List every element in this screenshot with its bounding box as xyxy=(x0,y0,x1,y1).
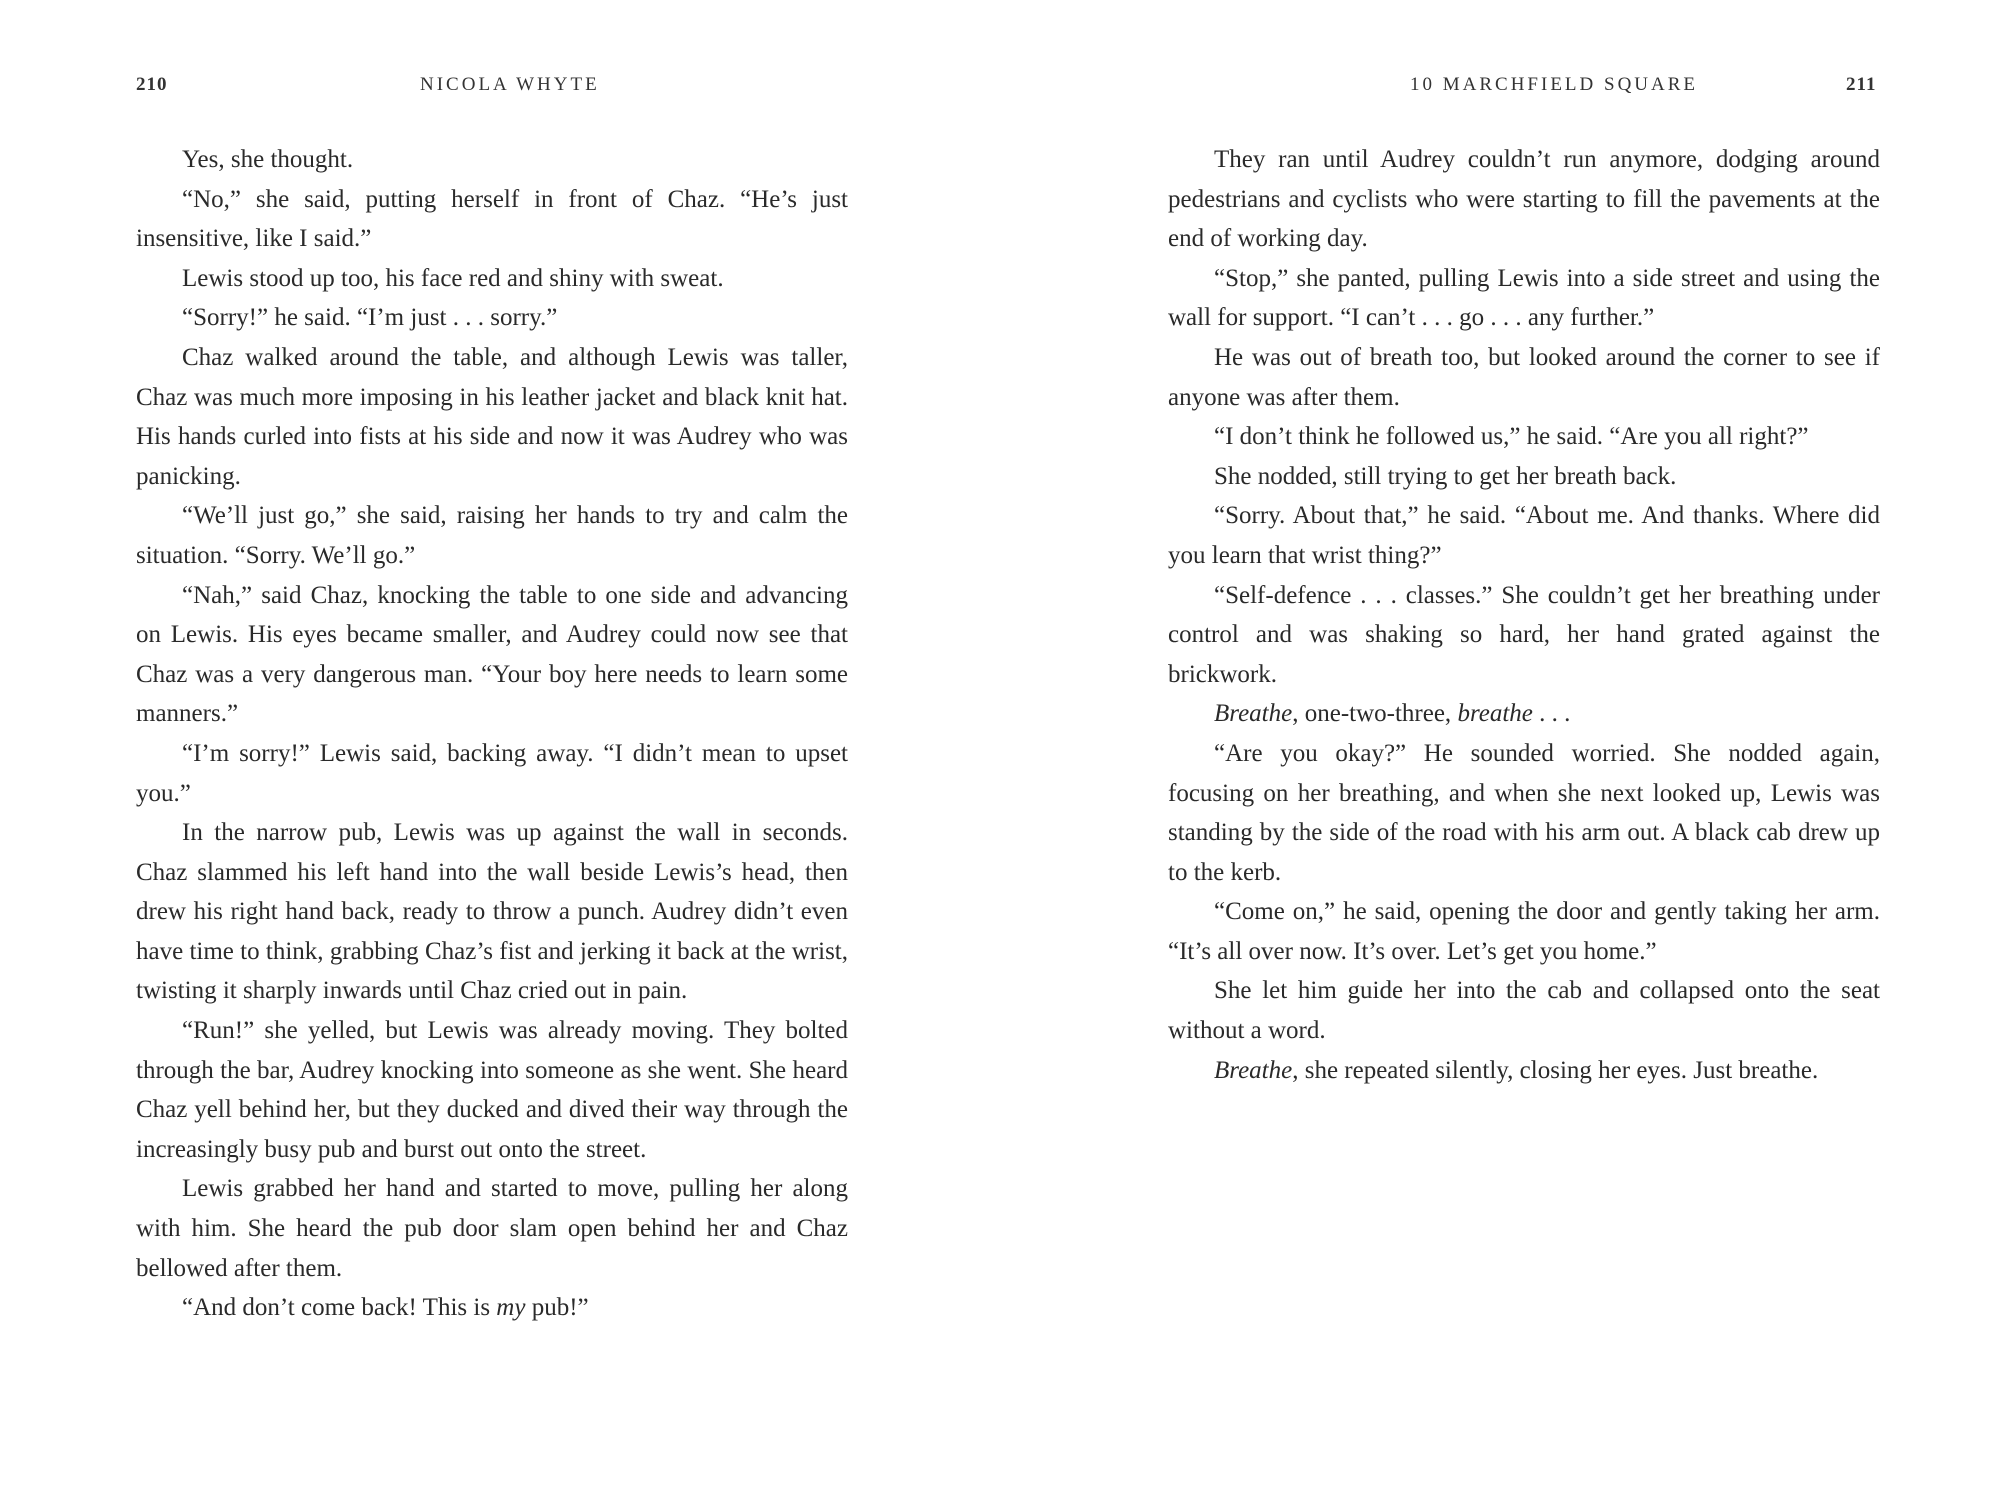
paragraph: “I don’t think he followed us,” he said. “Are you all right?” xyxy=(1214,423,1809,451)
left-page-number: 210 xyxy=(136,74,168,95)
paragraph: They ran until Audrey couldn’t run anymore, dodging around pedestrians and cyclists who were starting to fill the pavements at the end of working day. xyxy=(1168,146,1880,253)
paragraph-text: , one-two-three, xyxy=(1292,700,1458,728)
right-page xyxy=(1000,0,2000,1500)
paragraph: Lewis stood up too, his face red and shiny with sweat. xyxy=(182,264,724,292)
left-running-head: NICOLA WHYTE xyxy=(420,74,600,95)
paragraph: Lewis grabbed her hand and started to move, pulling her along with him. She heard the pub door slam open behind her and Chaz bellowed after them. xyxy=(136,1175,848,1282)
paragraph: “Stop,” she panted, pulling Lewis into a side street and using the wall for support. “I can’t . . . go . . . any further.” xyxy=(1168,264,1880,332)
paragraph: She nodded, still trying to get her breath back. xyxy=(1214,462,1677,490)
left-page-body xyxy=(136,140,848,1328)
paragraph: “Are you okay?” He sounded worried. She nodded again, focusing on her breathing, and when she next looked up, Lewis was standing by the side of the road with his arm out. A black cab drew up to the kerb. xyxy=(1168,739,1880,886)
emphasis-text: Breathe xyxy=(1214,700,1293,728)
paragraph: “Self-defence . . . classes.” She couldn’t get her breathing under control and was shaking so hard, her hand grated against the brickwork. xyxy=(1168,581,1880,688)
paragraph: “Run!” she yelled, but Lewis was already moving. They bolted through the bar, Audrey knocking into someone as she went. She heard Chaz yell behind her, but they ducked and dived their way through the increasingly busy pub and burst out onto the street. xyxy=(136,1017,848,1163)
emphasis-text: Breathe xyxy=(1214,1056,1293,1084)
paragraph-text: , she repeated silently, closing her eyes. Just breathe. xyxy=(1292,1056,1819,1084)
paragraph: “Sorry. About that,” he said. “About me. And thanks. Where did you learn that wrist thing?” xyxy=(1168,502,1880,569)
emphasis-text: breathe xyxy=(1457,700,1533,728)
paragraph xyxy=(136,1288,848,1328)
paragraph xyxy=(1168,694,1880,734)
paragraph: “Come on,” he said, opening the door and gently taking her arm. “It’s all over now. It’s over. Let’s get you home.” xyxy=(1168,898,1880,965)
paragraph: “I’m sorry!” Lewis said, backing away. “I didn’t mean to upset you.” xyxy=(136,739,848,807)
paragraph: “No,” she said, putting herself in front of Chaz. “He’s just insensitive, like I said.” xyxy=(136,185,848,253)
paragraph: “Nah,” said Chaz, knocking the table to one side and advancing on Lewis. His eyes became smaller, and Audrey could now see that Chaz was a very dangerous man. “Your boy here needs to learn some manners.” xyxy=(136,581,848,728)
right-page-number: 211 xyxy=(1846,74,1877,95)
paragraph: Chaz walked around the table, and although Lewis was taller, Chaz was much more imposing in his leather jacket and black knit hat. His hands curled into fists at his side and now it was Audrey who was panicking. xyxy=(136,343,848,490)
paragraph-text: “And don’t come back! This is xyxy=(182,1294,497,1322)
paragraph: He was out of breath too, but looked around the corner to see if anyone was after them. xyxy=(1168,343,1880,411)
paragraph: Yes, she thought. xyxy=(182,146,354,173)
paragraph: In the narrow pub, Lewis was up against the wall in seconds. Chaz slammed his left hand into the wall beside Lewis’s head, then drew his right hand back, ready to throw a punch. Audrey didn’t even have time to think, grabbing Chaz’s fist and jerking it back at the wrist, twisting it sharply inwards until Chaz cried out in pain. xyxy=(136,819,848,1005)
paragraph: She let him guide her into the cab and collapsed onto the seat without a word. xyxy=(1168,977,1880,1045)
paragraph-text: . . . xyxy=(1532,700,1571,728)
paragraph: “Sorry!” he said. “I’m just . . . sorry.” xyxy=(182,304,558,332)
right-running-head: 10 MARCHFIELD SQUARE xyxy=(1410,74,1699,95)
paragraph xyxy=(1168,1051,1880,1091)
emphasis-text: my xyxy=(496,1294,526,1322)
right-page-body xyxy=(1168,140,1880,1090)
paragraph: “We’ll just go,” she said, raising her hands to try and calm the situation. “Sorry. We’ll go.” xyxy=(136,502,848,569)
paragraph-text: pub!” xyxy=(525,1294,589,1322)
